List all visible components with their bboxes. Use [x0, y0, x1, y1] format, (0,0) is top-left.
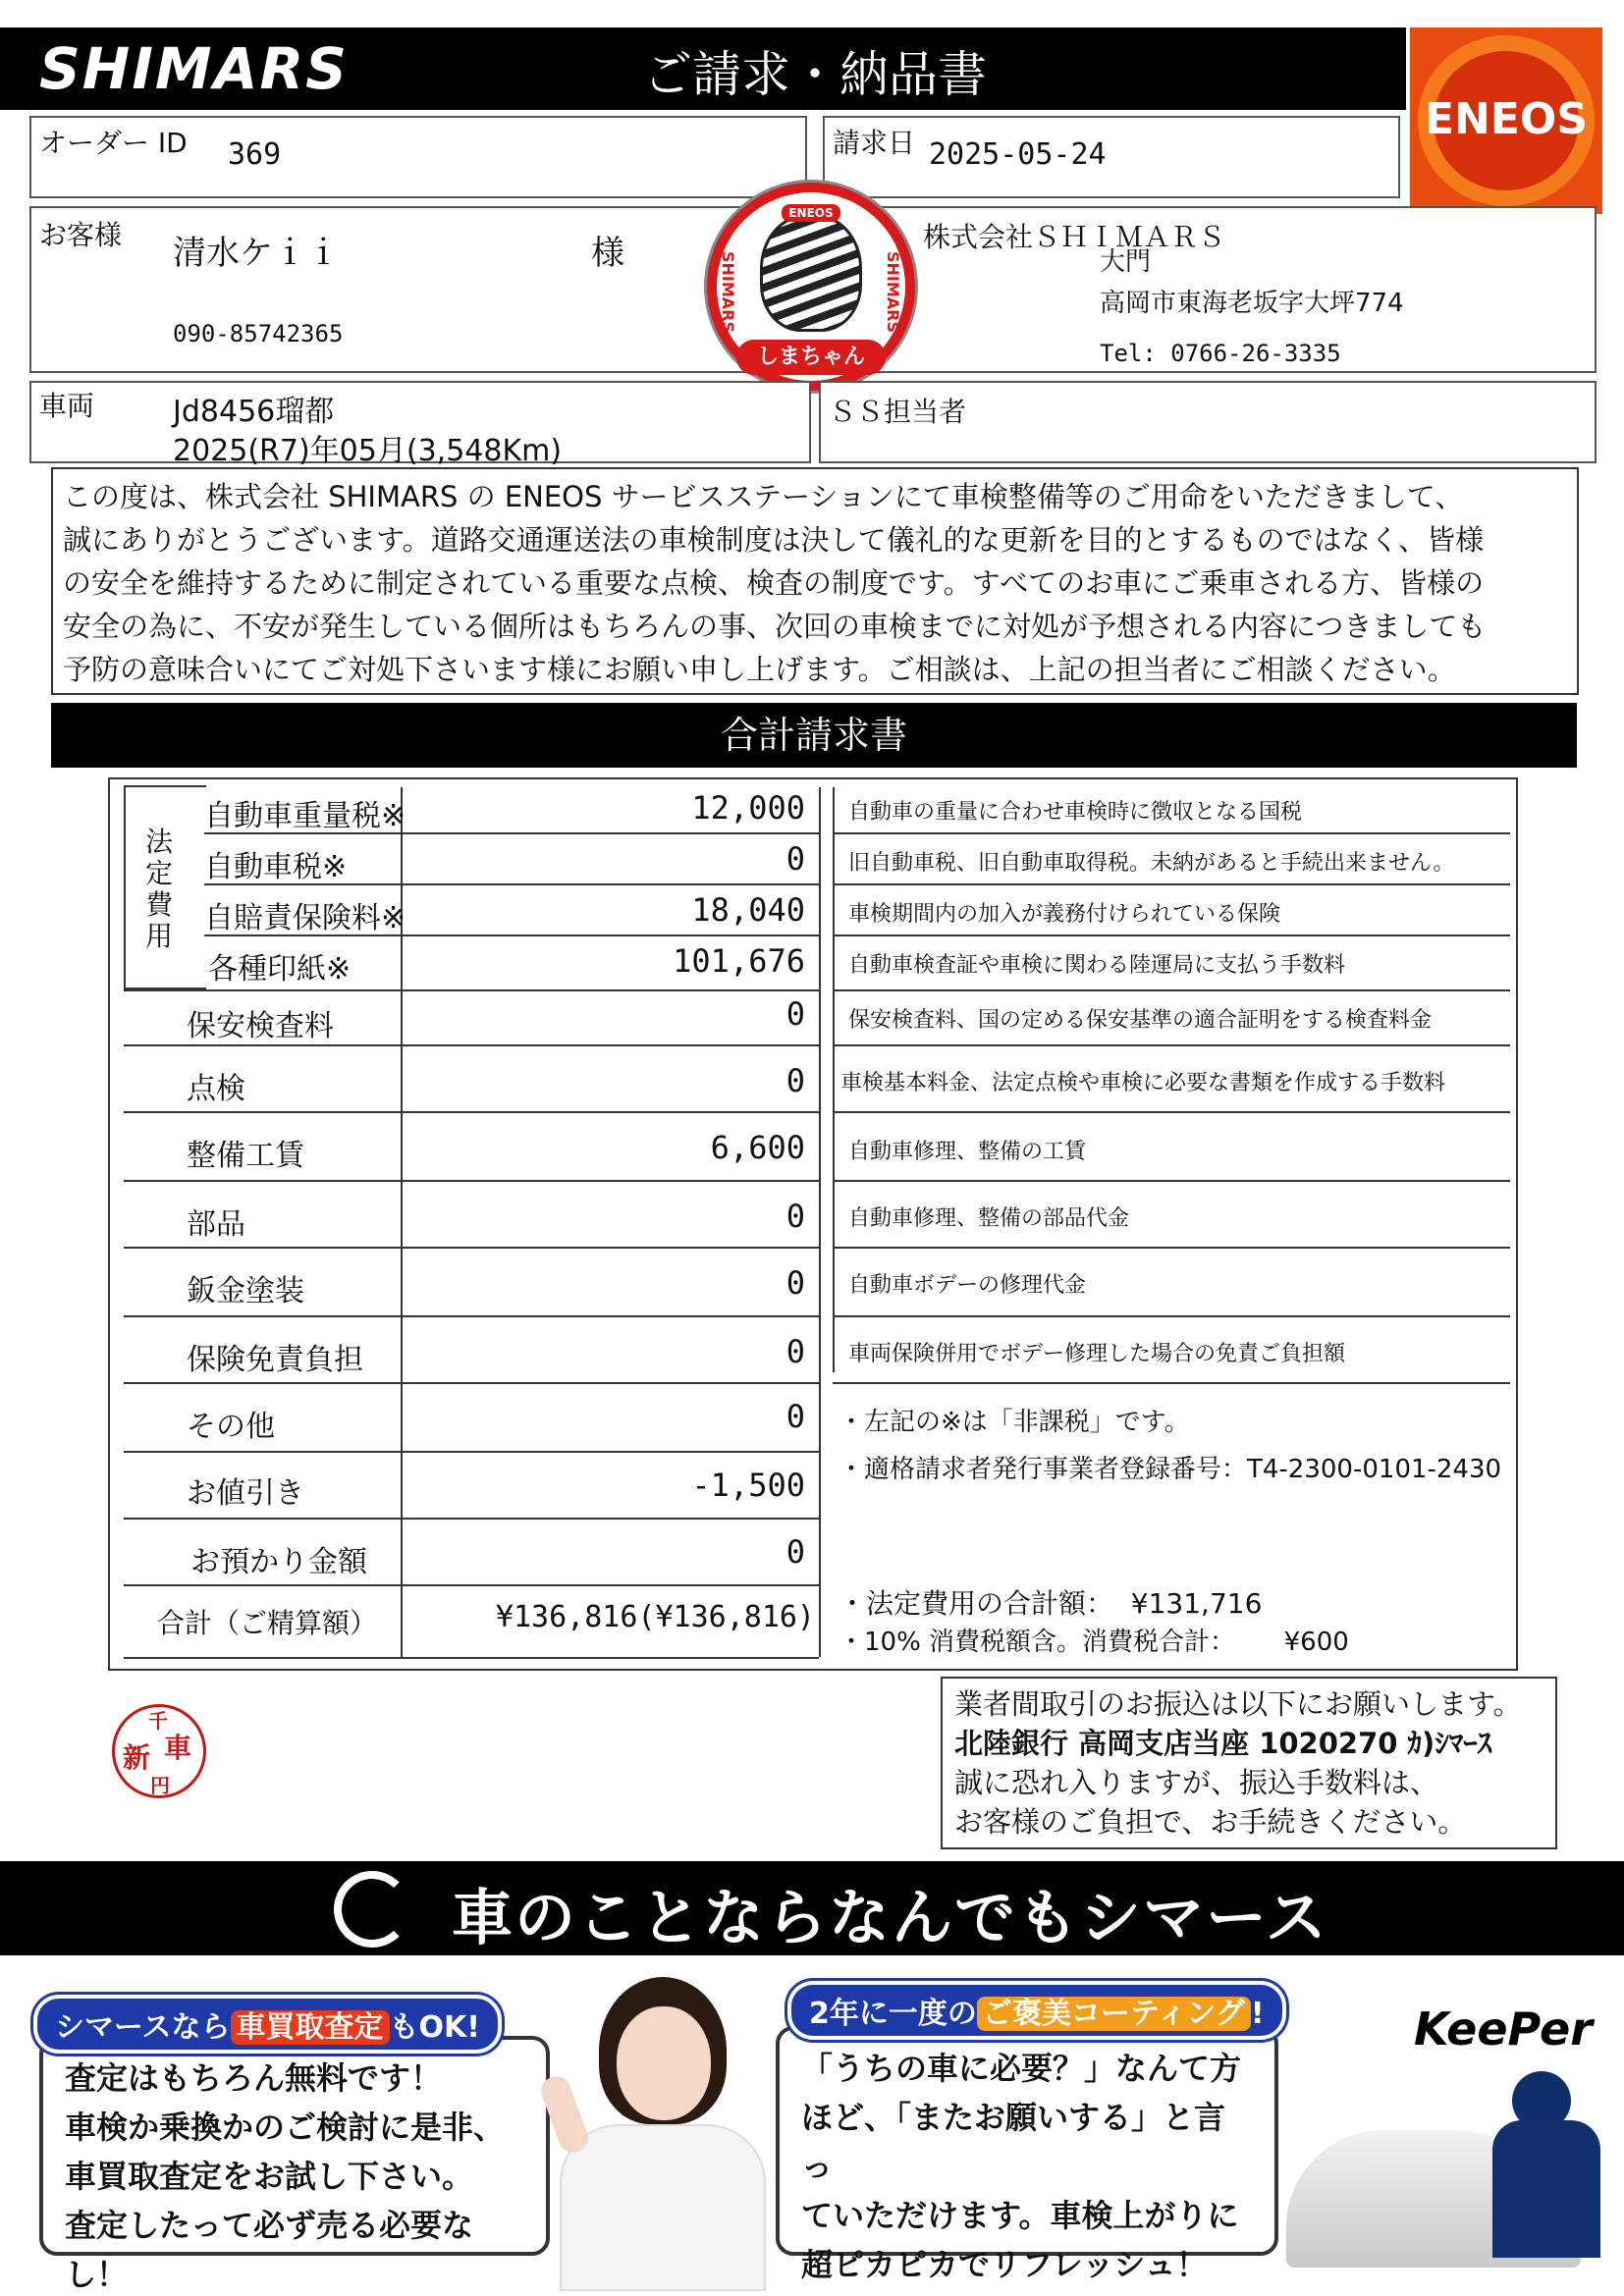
bank-transfer-box — [941, 1677, 1557, 1849]
company-address: 高岡市東海老坂字大坪774 — [1100, 289, 1404, 318]
staff-label: ＳＳ担当者 — [829, 396, 967, 428]
fee-row-desc: 自動車修理、整備の工賃 — [848, 1140, 1087, 1164]
promo-line: 査定したって必ず売る必要なし！ — [65, 2207, 474, 2293]
fee-row-desc: 自動車修理、整備の部品代金 — [848, 1206, 1130, 1231]
eneos-logo-text: ENEOS — [1424, 94, 1589, 144]
note-invoice-number: ・適格請求者発行事業者登録番号：T4-2300-0101-2430 — [839, 1455, 1502, 1484]
bank-line: 誠に恐れ入りますが、振込手数料は、 — [954, 1766, 1439, 1799]
promo-line: 車検か乗換かのご検討に是非、 — [65, 2109, 506, 2146]
staff-box — [819, 381, 1597, 463]
seal-stamp: 千 新 車 円 — [112, 1704, 206, 1798]
staff-photo — [550, 1967, 766, 2291]
notice-line: 安全の為に、不安が発生している個所はもちろんの事、次回の車検までに対処が予想される内容につきましても — [63, 610, 1487, 643]
fee-row-value: 0 — [785, 1198, 805, 1235]
note-tax: ・10% 消費税額含。消費税合計： ¥600 — [839, 1628, 1349, 1657]
fee-row-value: 0 — [785, 1062, 805, 1099]
fee-row-desc: 保安検査料、国の定める保安基準の適合証明をする検査料金 — [848, 1008, 1433, 1033]
legal-row-value: 12,000 — [691, 789, 805, 827]
bank-line: 業者間取引のお振込は以下にお願いします。 — [954, 1687, 1522, 1721]
promo-line: ていただけます。車検上がりに — [801, 2197, 1239, 2234]
note-nontax: ・左記の※は「非課税」です。 — [839, 1408, 1190, 1437]
mascot-left-text: SHIMARS — [719, 251, 737, 334]
promo-line: 超ピカピカでリフレッシュ！ — [801, 2246, 1208, 2283]
total-label: 合計（ご精算額） — [157, 1607, 378, 1639]
mascot-name-band: しまちゃん — [736, 340, 886, 375]
fee-row-label: 整備工賃 — [187, 1139, 304, 1173]
fee-row-value: 0 — [785, 995, 805, 1033]
notice-line: の安全を維持するために制定されている重要な点検、検査の制度です。すべてのお車にご乗車される方、皆様の — [63, 566, 1485, 600]
company-name: 株式会社ＳＨＩＭＡＲＳ — [923, 221, 1226, 253]
promo-line: 「うちの車に必要？」なんて方 — [801, 2050, 1242, 2087]
mascot-eneos-badge: ENEOS — [782, 204, 840, 222]
fee-row-value: 0 — [785, 1398, 805, 1435]
legal-row-label: 自賠責保険料※ — [204, 901, 406, 935]
leaf-icon — [334, 1871, 410, 1948]
mascot-right-text: SHIMARS — [884, 251, 902, 334]
legal-row-label: 各種印紙※ — [208, 952, 352, 987]
legal-row-value: 0 — [785, 840, 805, 878]
fee-row-value: 0 — [785, 1333, 805, 1370]
fee-row-label: 保安検査料 — [187, 1009, 334, 1043]
shimars-mascot-logo — [707, 183, 915, 391]
brand-logo: SHIMARS — [39, 35, 349, 102]
invoice-date-label: 請求日 — [833, 127, 916, 159]
eneos-logo — [1410, 27, 1602, 214]
promo-coating-ribbon: 2年に一度の ご褒美コーティング ! — [787, 1981, 1286, 2040]
fee-row-desc: 車両保険併用でボデー修理した場合の免責ご負担額 — [848, 1342, 1346, 1366]
order-id-value: 369 — [228, 137, 282, 172]
legal-row-label: 自動車重量税※ — [204, 799, 406, 833]
slogan-text: 車のことならなんでもシマース — [452, 1882, 1328, 1953]
fee-row-label: 点検 — [187, 1072, 245, 1106]
legal-row-desc: 自動車検査証や車検に関わる陸運局に支払う手数料 — [848, 953, 1346, 978]
legal-row-desc: 自動車の重量に合わせ車検時に徴収となる国税 — [848, 800, 1303, 825]
order-id-box — [29, 116, 807, 198]
customer-name: 清水ケｉｉ — [173, 234, 340, 273]
fee-row-label: 保険免責負担 — [187, 1343, 363, 1377]
fee-row-desc: 自動車ボデーの修理代金 — [848, 1273, 1087, 1298]
summary-title: 合計請求書 — [51, 703, 1577, 768]
promo-line: 車買取査定をお試し下さい。 — [65, 2158, 474, 2195]
vehicle-plate: Jd8456瑠都 — [173, 395, 335, 429]
order-id-label: オーダー ID — [39, 127, 188, 159]
legal-row-desc: 旧自動車税、旧自動車取得税。未納があると手続出来ません。 — [848, 851, 1455, 876]
customer-label: お客様 — [39, 219, 123, 251]
company-branch: 大門 — [1100, 247, 1152, 277]
promo-line: ほど、「またお願いする」と言っ — [801, 2099, 1226, 2185]
notice-line: 予防の意味合いにてご対処下さいます様にお願い申し上げます。ご相談は、上記の担当者にご相談ください。 — [63, 653, 1456, 686]
note-legal-total: ・法定費用の合計額： ¥131,716 — [839, 1587, 1263, 1620]
fee-row-label: 鈑金塗装 — [187, 1274, 304, 1308]
invoice-date-box — [823, 116, 1400, 198]
promo-buyout-box — [39, 2036, 550, 2293]
fee-row-label: お預かり金額 — [190, 1545, 367, 1579]
vehicle-inspection: 2025(R7)年05月(3,548Km) — [173, 434, 563, 468]
fee-row-value: -1,500 — [691, 1467, 805, 1504]
fee-row-value: 0 — [785, 1533, 805, 1571]
notice-line: この度は、株式会社 SHIMARS の ENEOS サービスステーションにて車検整備等のご用命をいただきまして、 — [63, 480, 1464, 513]
customer-honorific: 様 — [591, 234, 624, 273]
legal-row-desc: 車検期間内の加入が義務付けられている保険 — [848, 902, 1281, 927]
zebra-mascot-icon — [760, 214, 862, 332]
vehicle-box — [29, 381, 811, 468]
promo-buyout-ribbon: シマースなら 車買取査定 もOK! — [33, 1995, 502, 2054]
fee-row-label: その他 — [187, 1410, 275, 1444]
bank-account: 北陸銀行 高岡支店当座 1020270 ｶ)ｼﾏｰｽ — [954, 1727, 1492, 1760]
keeper-logo: KeePer — [1414, 2002, 1593, 2056]
legal-row-value: 18,040 — [691, 891, 805, 929]
summary-table — [108, 777, 1518, 1671]
total-value: ¥136,816(¥136,816) — [495, 1600, 815, 1634]
promo-coating-box — [776, 2026, 1278, 2283]
notice-line: 誠にありがとうございます。道路交通運送法の車検制度は決して儀礼的な更新を目的とするものではなく、皆様 — [63, 523, 1485, 557]
fee-row-value: 0 — [785, 1264, 805, 1302]
document-title: ご請求・納品書 — [643, 46, 987, 103]
fee-row-desc: 車検基本料金、法定点検や車検に必要な書類を作成する手数料 — [840, 1071, 1446, 1095]
car-photo — [1286, 2071, 1610, 2268]
fee-row-value: 6,600 — [710, 1129, 805, 1166]
customer-phone: 090-85742365 — [173, 320, 344, 347]
legal-row-label: 自動車税※ — [204, 850, 348, 884]
notice-text-box — [51, 467, 1579, 695]
legal-row-value: 101,676 — [673, 942, 805, 980]
legal-group-label: 法 定 費 用 — [144, 826, 173, 952]
fee-row-label: お値引き — [187, 1476, 304, 1511]
fee-row-label: 部品 — [187, 1207, 245, 1242]
invoice-date-value: 2025-05-24 — [929, 137, 1107, 172]
vehicle-label: 車両 — [39, 390, 95, 422]
bank-line: お客様のご負担で、お手続きください。 — [954, 1805, 1467, 1839]
promo-line: 査定はもちろん無料です！ — [65, 2059, 443, 2097]
company-tel: Tel: 0766-26-3335 — [1100, 340, 1341, 367]
